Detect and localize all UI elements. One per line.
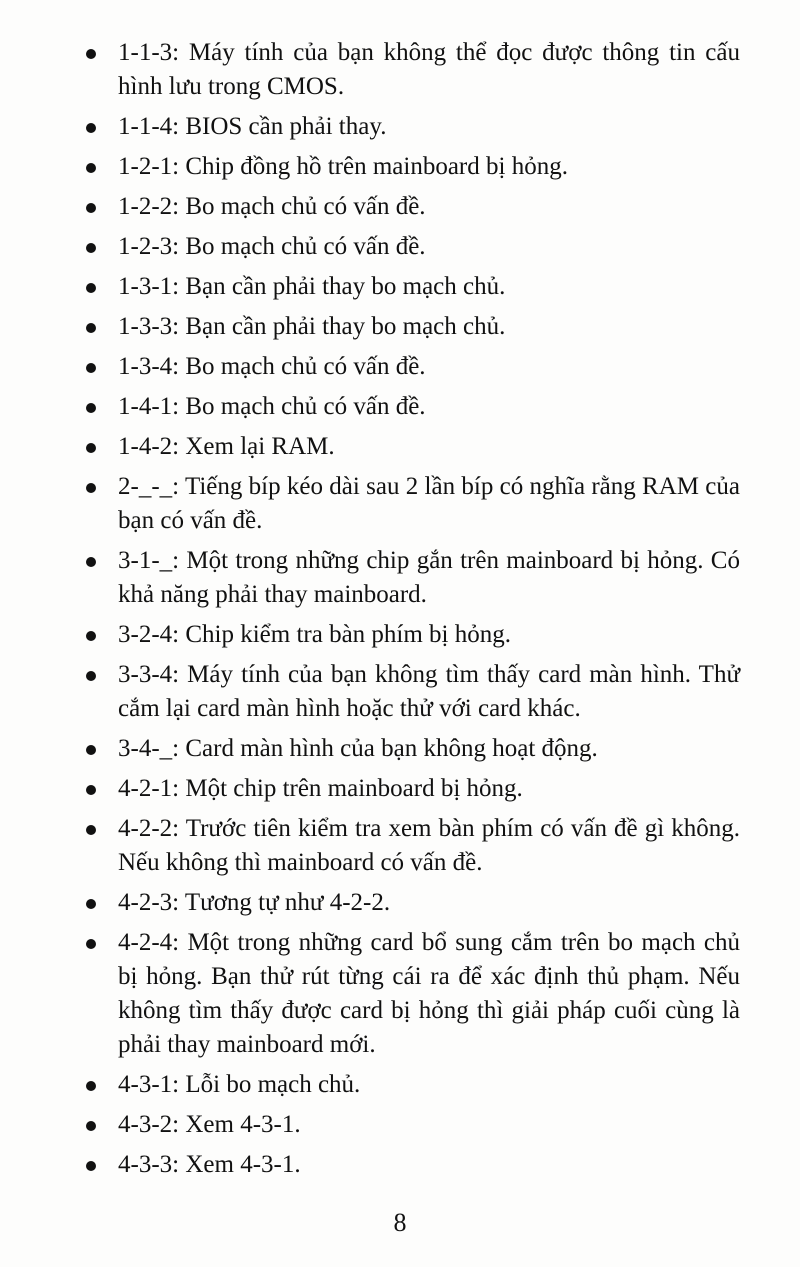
list-item bbox=[80, 618, 740, 652]
bullet-icon bbox=[86, 557, 96, 567]
list-item bbox=[80, 430, 740, 464]
list-item bbox=[80, 150, 740, 184]
list-item bbox=[80, 926, 740, 1062]
bullet-icon bbox=[86, 163, 96, 173]
bullet-icon bbox=[86, 443, 96, 453]
list-item bbox=[80, 350, 740, 384]
bullet-icon bbox=[86, 671, 96, 681]
bullet-icon bbox=[86, 1081, 96, 1091]
list-item-text: 1-4-1: Bo mạch chủ có vấn đề. bbox=[118, 393, 426, 420]
list-item bbox=[80, 1108, 740, 1142]
list-item-text: 1-2-3: Bo mạch chủ có vấn đề. bbox=[118, 233, 426, 260]
list-item-text: 4-2-2: Trước tiên kiểm tra xem bàn phím có vấn đề gì không. Nếu không thì mainboard có vấn đề. bbox=[118, 815, 740, 876]
list-item bbox=[80, 390, 740, 424]
page-number: 8 bbox=[393, 1208, 407, 1237]
bullet-icon bbox=[86, 899, 96, 909]
list-item-text: 4-2-1: Một chip trên mainboard bị hỏng. bbox=[118, 775, 523, 802]
bullet-icon bbox=[86, 363, 96, 373]
bullet-icon bbox=[86, 483, 96, 493]
list-item bbox=[80, 36, 740, 104]
list-item-text: 1-1-4: BIOS cần phải thay. bbox=[118, 113, 387, 140]
bullet-icon bbox=[86, 825, 96, 835]
list-item bbox=[80, 544, 740, 612]
list-item-text: 1-2-1: Chip đồng hồ trên mainboard bị hỏng. bbox=[118, 153, 568, 180]
list-item-text: 1-4-2: Xem lại RAM. bbox=[118, 433, 335, 460]
list-item bbox=[80, 886, 740, 920]
list-item bbox=[80, 310, 740, 344]
list-item-text: 3-1-_: Một trong những chip gắn trên mainboard bị hỏng. Có khả năng phải thay mainboard. bbox=[118, 547, 740, 608]
bullet-icon bbox=[86, 745, 96, 755]
list-item-text: 1-3-1: Bạn cần phải thay bo mạch chủ. bbox=[118, 273, 506, 300]
beep-code-list bbox=[80, 36, 740, 1188]
list-item bbox=[80, 470, 740, 538]
bullet-icon bbox=[86, 785, 96, 795]
bullet-icon bbox=[86, 203, 96, 213]
list-item bbox=[80, 732, 740, 766]
bullet-icon bbox=[86, 631, 96, 641]
bullet-icon bbox=[86, 123, 96, 133]
list-item-text: 4-3-1: Lỗi bo mạch chủ. bbox=[118, 1071, 361, 1098]
list-item-text: 1-2-2: Bo mạch chủ có vấn đề. bbox=[118, 193, 426, 220]
bullet-icon bbox=[86, 283, 96, 293]
list-item bbox=[80, 190, 740, 224]
list-item-text: 1-3-3: Bạn cần phải thay bo mạch chủ. bbox=[118, 313, 506, 340]
bullet-icon bbox=[86, 243, 96, 253]
bullet-icon bbox=[86, 49, 96, 59]
list-item-text: 4-2-3: Tương tự như 4-2-2. bbox=[118, 889, 391, 916]
list-item bbox=[80, 812, 740, 880]
bullet-icon bbox=[86, 1161, 96, 1171]
bullet-icon bbox=[86, 1121, 96, 1131]
list-item bbox=[80, 270, 740, 304]
list-item bbox=[80, 1068, 740, 1102]
bullet-icon bbox=[86, 323, 96, 333]
list-item-text: 4-2-4: Một trong những card bổ sung cắm trên bo mạch chủ bị hỏng. Bạn thử rút từng cái ra để xác định thủ phạm. Nếu không tìm thấy được card bị hỏng thì giải pháp cuối cùng là phải thay mainboard mới. bbox=[118, 929, 740, 1058]
list-item-text: 1-1-3: Máy tính của bạn không thể đọc được thông tin cấu hình lưu trong CMOS. bbox=[118, 39, 740, 100]
bullet-icon bbox=[86, 403, 96, 413]
list-item-text: 3-4-_: Card màn hình của bạn không hoạt động. bbox=[118, 735, 598, 762]
bullet-icon bbox=[86, 939, 96, 949]
list-item bbox=[80, 230, 740, 264]
list-item-text: 3-3-4: Máy tính của bạn không tìm thấy card màn hình. Thử cắm lại card màn hình hoặc thử với card khác. bbox=[118, 661, 740, 722]
list-item bbox=[80, 110, 740, 144]
list-item-text: 4-3-2: Xem 4-3-1. bbox=[118, 1111, 301, 1138]
list-item bbox=[80, 772, 740, 806]
list-item bbox=[80, 1148, 740, 1182]
list-item-text: 2-_-_: Tiếng bíp kéo dài sau 2 lần bíp có nghĩa rằng RAM của bạn có vấn đề. bbox=[118, 473, 740, 534]
list-item-text: 3-2-4: Chip kiểm tra bàn phím bị hỏng. bbox=[118, 621, 512, 648]
list-item-text: 1-3-4: Bo mạch chủ có vấn đề. bbox=[118, 353, 426, 380]
list-item bbox=[80, 658, 740, 726]
list-item-text: 4-3-3: Xem 4-3-1. bbox=[118, 1151, 301, 1178]
